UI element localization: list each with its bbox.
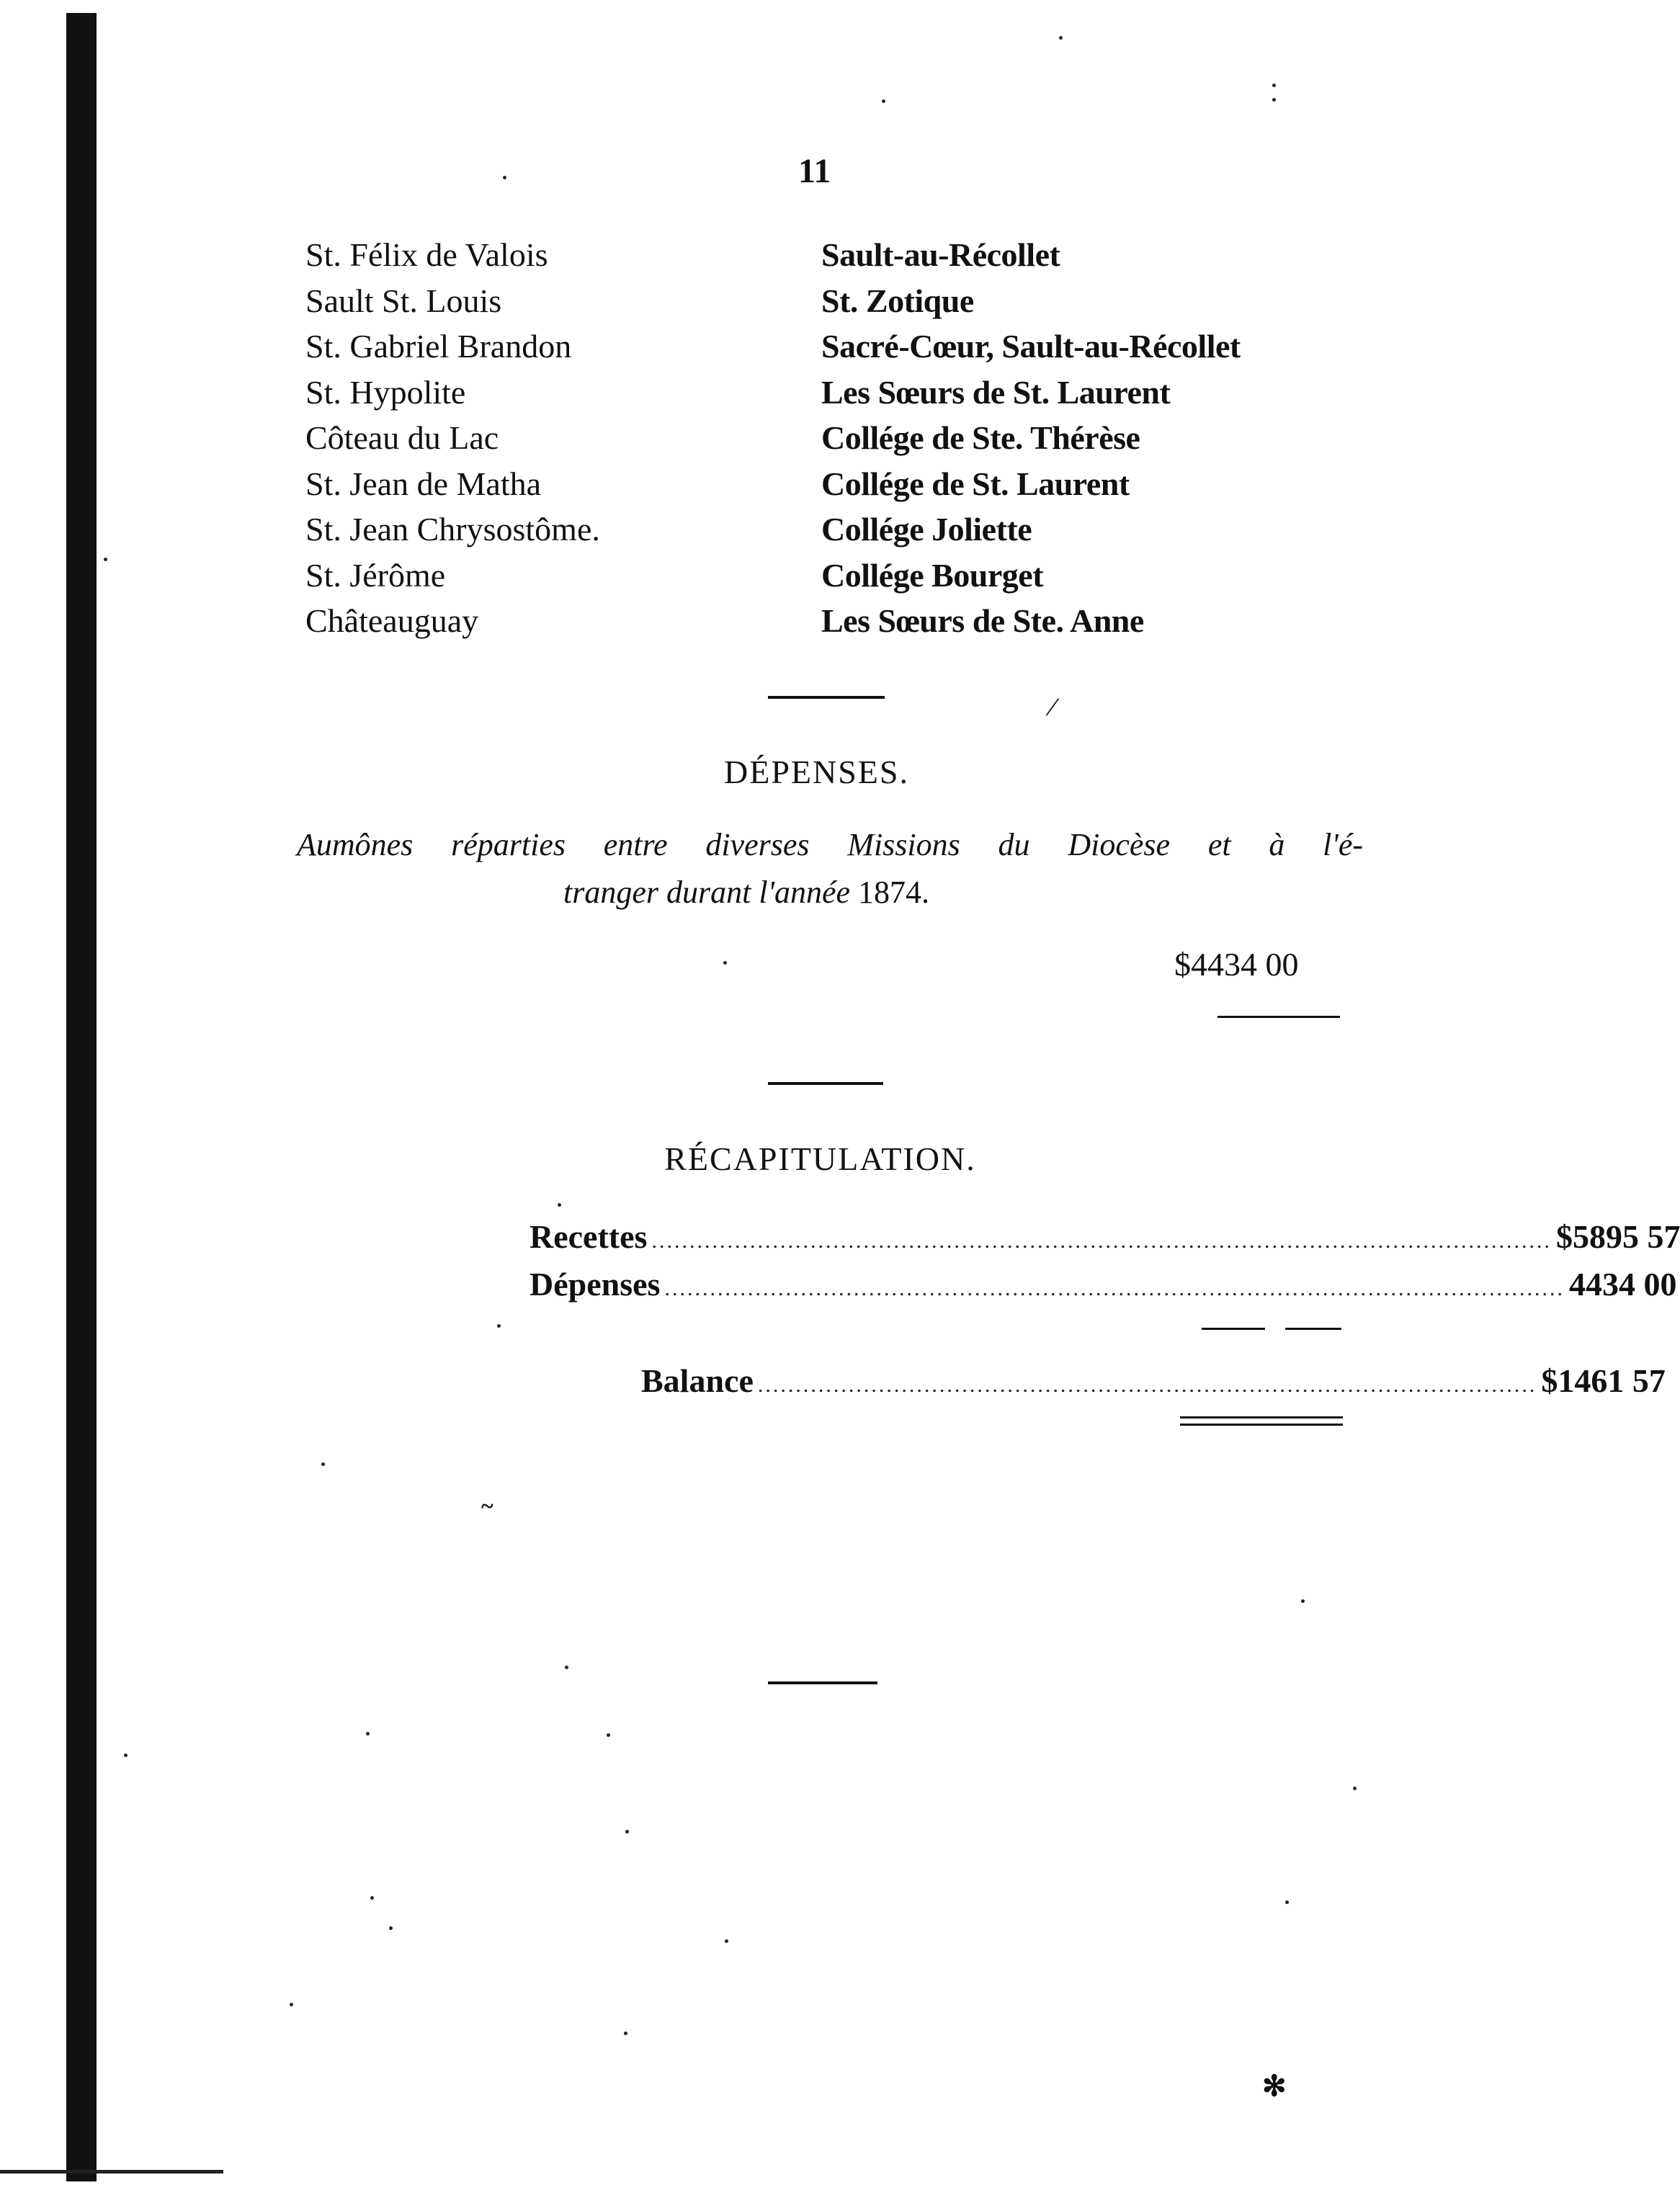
scan-speck bbox=[104, 558, 107, 561]
list-item: Côteau du Lac bbox=[305, 419, 499, 456]
recap-row-amount: 4434 00 bbox=[1568, 1266, 1677, 1303]
depenses-note-year: 1874. bbox=[858, 875, 930, 910]
section-divider bbox=[768, 1082, 883, 1085]
scan-speck bbox=[1272, 98, 1276, 102]
depenses-note-text: tranger durant l'année bbox=[563, 875, 851, 910]
list-item: St. Jean de Matha bbox=[305, 465, 542, 502]
depenses-note-line1: Aumônes réparties entre diverses Missions du Diocèse et à l'é- bbox=[297, 827, 1363, 862]
depenses-amount: $4434 00 bbox=[1174, 946, 1299, 983]
closing-divider bbox=[768, 1681, 877, 1684]
list-item: Collége Bourget bbox=[821, 556, 1044, 594]
scan-speck bbox=[1272, 84, 1276, 87]
list-item: Collége Joliette bbox=[821, 511, 1032, 548]
double-rule-top bbox=[1180, 1416, 1343, 1419]
recap-row-label: Dépenses bbox=[530, 1266, 661, 1303]
scan-speck bbox=[370, 1896, 374, 1900]
list-item: St. Félix de Valois bbox=[305, 236, 548, 273]
scan-speck bbox=[558, 1203, 561, 1207]
sum-rule-cents bbox=[1285, 1328, 1341, 1330]
list-item: Châteauguay bbox=[305, 602, 479, 639]
page-number: 11 bbox=[798, 152, 831, 190]
amount-underline bbox=[1217, 1016, 1340, 1018]
list-item: Sault St. Louis bbox=[305, 282, 502, 319]
recap-row-label: Recettes bbox=[530, 1218, 648, 1255]
scan-speck bbox=[503, 176, 506, 179]
contributors-left-column bbox=[305, 232, 600, 644]
scan-speck bbox=[389, 1926, 393, 1930]
recap-row-depenses bbox=[530, 1265, 1677, 1303]
depenses-heading: DÉPENSES. bbox=[724, 754, 909, 790]
list-item: St. Gabriel Brandon bbox=[305, 328, 572, 365]
scan-speck bbox=[565, 1666, 568, 1669]
balance-label: Balance bbox=[641, 1362, 754, 1399]
section-divider bbox=[768, 696, 885, 699]
list-item: Les Sœurs de Ste. Anne bbox=[821, 602, 1144, 639]
list-item: St. Jérôme bbox=[305, 556, 446, 594]
list-item: Collége de Ste. Thérèse bbox=[821, 419, 1140, 456]
depenses-description bbox=[297, 821, 1363, 916]
scan-speck bbox=[624, 2032, 627, 2035]
binding-foot-line bbox=[0, 2170, 223, 2174]
scan-speck bbox=[124, 1754, 128, 1757]
scan-speck bbox=[1059, 36, 1063, 40]
scan-speck bbox=[607, 1733, 610, 1737]
sum-rule-dollars bbox=[1202, 1328, 1265, 1330]
scan-speck bbox=[497, 1324, 501, 1328]
scan-speck bbox=[1285, 1900, 1289, 1904]
list-item: Sacré-Cœur, Sault-au-Récollet bbox=[821, 328, 1241, 365]
list-item: Collége de St. Laurent bbox=[821, 465, 1130, 502]
balance-amount: $1461 57 bbox=[1541, 1362, 1666, 1399]
double-rule-bottom bbox=[1180, 1424, 1343, 1426]
scan-mark: ~ bbox=[481, 1493, 493, 1519]
scan-speck bbox=[290, 2003, 293, 2006]
leader-dots: ....................................................................................................................... bbox=[664, 1277, 1565, 1300]
list-item: St. Hypolite bbox=[305, 373, 466, 411]
recap-row-balance bbox=[641, 1362, 1666, 1400]
scan-speck bbox=[723, 961, 727, 965]
depenses-note-line2 bbox=[297, 869, 1363, 916]
scan-speck bbox=[882, 99, 885, 103]
scan-mark: ✻ bbox=[1262, 2070, 1287, 2102]
scan-speck bbox=[625, 1830, 629, 1833]
recapitulation-heading: RÉCAPITULATION. bbox=[664, 1140, 976, 1177]
scan-speck bbox=[321, 1462, 325, 1466]
leader-dots: ....................................................................................................... bbox=[757, 1373, 1537, 1397]
leader-dots: ....................................................................................................................... bbox=[651, 1229, 1552, 1253]
list-item: Les Sœurs de St. Laurent bbox=[821, 373, 1171, 411]
list-item: St. Jean Chrysostôme. bbox=[305, 511, 600, 548]
list-item: St. Zotique bbox=[821, 282, 974, 319]
recap-row-recettes bbox=[530, 1218, 1680, 1256]
scan-mark: ⁄ bbox=[1050, 692, 1055, 721]
contributors-right-column bbox=[821, 232, 1241, 644]
scan-speck bbox=[725, 1939, 728, 1943]
list-item: Sault-au-Récollet bbox=[821, 236, 1060, 273]
book-binding-edge bbox=[66, 13, 97, 2181]
scan-speck bbox=[1353, 1787, 1357, 1790]
recap-row-amount: $5895 57 bbox=[1555, 1218, 1680, 1255]
scan-speck bbox=[1301, 1599, 1305, 1603]
scan-speck bbox=[366, 1732, 370, 1735]
